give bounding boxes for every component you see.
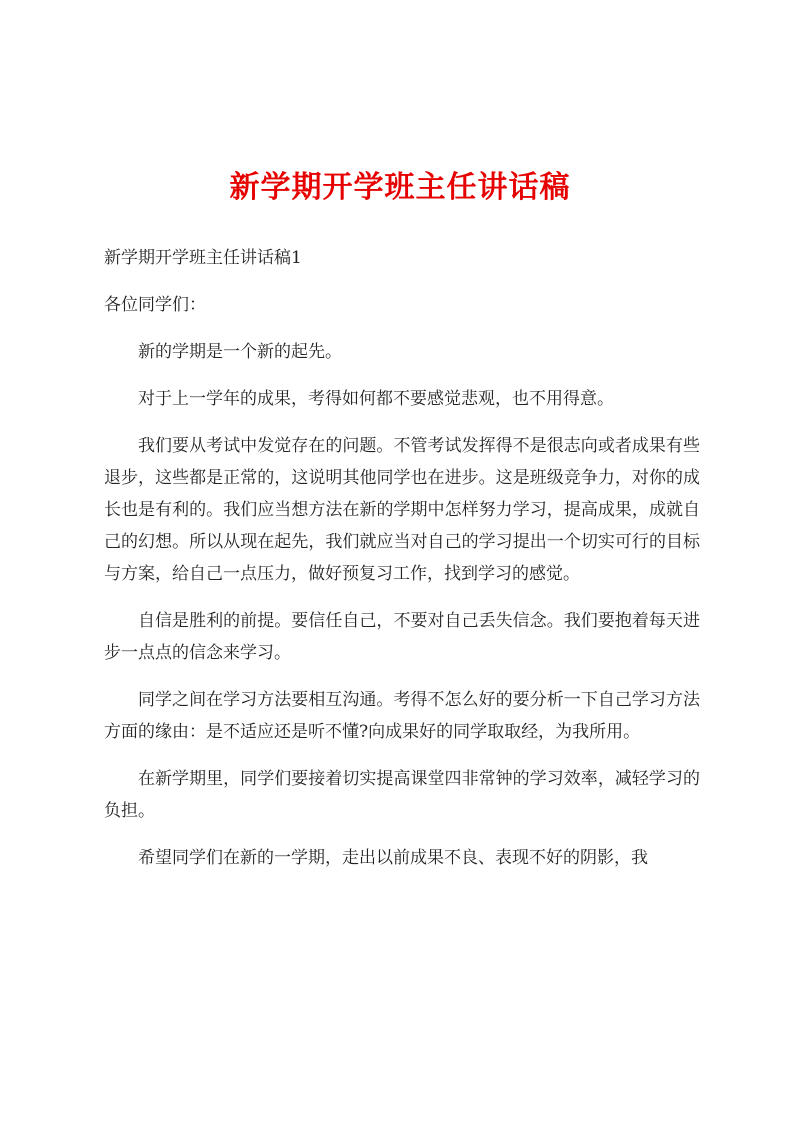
paragraph: 我们要从考试中发觉存在的问题。不管考试发挥得不是很志向或者成果有些退步，这些都是正常的，这说明其他同学也在进步。这是班级竞争力，对你的成长也是有利的。我们应当想方法在新的学期中怎样努力学习，提高成果，成就自己的幻想。所以从现在起先，我们就应当对自己的学习提出一个切实可行的目标与方案，给自己一点压力，做好预复习工作，找到学习的感觉。 bbox=[104, 436, 700, 584]
paragraph: 对于上一学年的成果，考得如何都不要感觉悲观，也不用得意。 bbox=[138, 389, 614, 409]
paragraph: 希望同学们在新的一学期，走出以前成果不良、表现不好的阴影，我 bbox=[138, 848, 648, 868]
section-heading: 新学期开学班主任讲话稿1 bbox=[104, 248, 302, 268]
document-body bbox=[104, 242, 700, 889]
salutation: 各位同学们： bbox=[104, 295, 206, 315]
paragraph: 同学之间在学习方法要相互沟通。考得不怎么好的要分析一下自己学习方法方面的缘由：是不适应还是听不懂?向成果好的同学取取经，为我所用。 bbox=[104, 690, 700, 742]
paragraph: 新的学期是一个新的起先。 bbox=[138, 342, 342, 362]
paragraph: 自信是胜利的前提。要信任自己，不要对自己丢失信念。我们要抱着每天进步一点点的信念来学习。 bbox=[104, 611, 700, 663]
document-title: 新学期开学班主任讲话稿 bbox=[229, 170, 571, 205]
paragraph: 在新学期里，同学们要接着切实提高课堂四非常钟的学习效率，减轻学习的负担。 bbox=[104, 769, 700, 821]
